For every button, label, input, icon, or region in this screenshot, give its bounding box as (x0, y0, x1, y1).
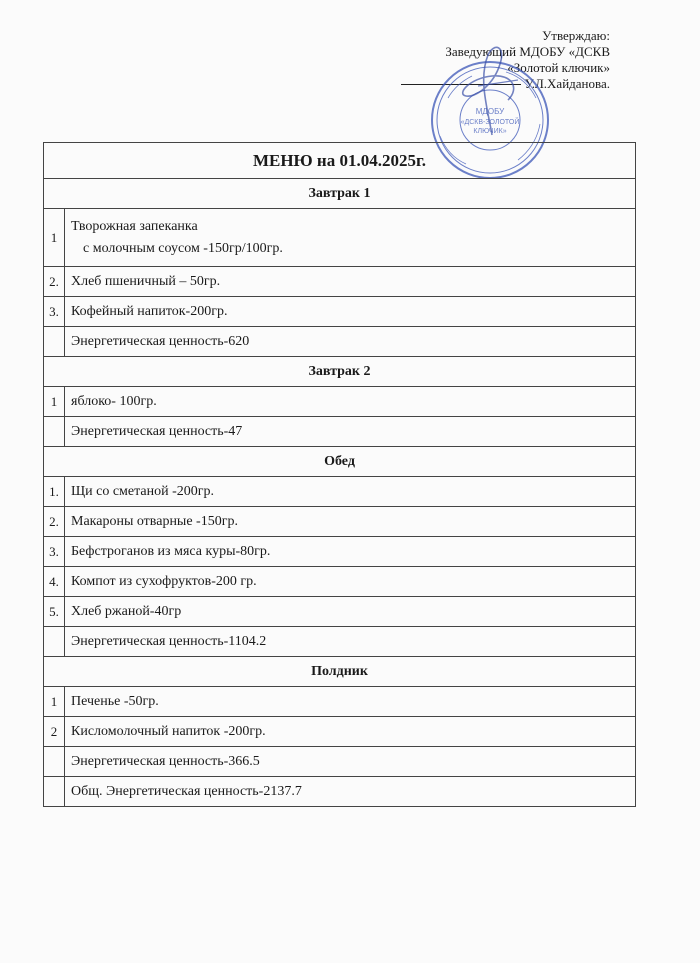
menu-item-line-2: с молочным соусом -150гр/100гр. (83, 240, 283, 256)
menu-item: Макароны отварные -150гр. (65, 507, 636, 537)
menu-item: Кофейный напиток-200гр. (65, 297, 636, 327)
item-number: 3. (44, 537, 65, 567)
approval-line-1: Утверждаю: (542, 28, 610, 43)
table-row (44, 597, 636, 627)
table-row (44, 297, 636, 327)
item-number: 2. (44, 507, 65, 537)
director-name: У.Л.Хайданова. (524, 76, 610, 91)
menu-item: Кисломолочный напиток -200гр. (65, 717, 636, 747)
table-row (44, 687, 636, 717)
svg-text:«ДСКВ-ЗОЛОТОЙ: «ДСКВ-ЗОЛОТОЙ (460, 119, 520, 126)
svg-text:КЛЮЧИК»: КЛЮЧИК» (473, 128, 507, 135)
energy-value-breakfast-1: Энергетическая ценность-620 (65, 327, 636, 357)
table-row (44, 209, 636, 267)
table-row (44, 327, 636, 357)
menu-table (43, 142, 636, 807)
approval-line-2: Заведующий МДОБУ «ДСКВ (445, 44, 610, 59)
section-heading-lunch: Обед (44, 447, 636, 477)
table-row (44, 507, 636, 537)
menu-item: Печенье -50гр. (65, 687, 636, 717)
menu-title: МЕНЮ на 01.04.2025г. (44, 143, 636, 179)
item-number: 1. (44, 477, 65, 507)
item-number-empty (44, 327, 65, 357)
table-row (44, 477, 636, 507)
item-number: 1 (44, 387, 65, 417)
menu-item: Хлеб пшеничный – 50гр. (65, 267, 636, 297)
menu-item: Щи со сметаной -200гр. (65, 477, 636, 507)
table-row (44, 627, 636, 657)
section-heading-breakfast-1: Завтрак 1 (44, 179, 636, 209)
menu-item-line-1: Творожная запеканка (71, 218, 198, 234)
item-number: 2 (44, 717, 65, 747)
table-row (44, 747, 636, 777)
item-number-empty (44, 747, 65, 777)
item-number-empty (44, 777, 65, 807)
table-row (44, 267, 636, 297)
table-row (44, 717, 636, 747)
item-number: 1 (44, 209, 65, 267)
item-number: 3. (44, 297, 65, 327)
item-number-empty (44, 627, 65, 657)
energy-value-snack: Энергетическая ценность-366.5 (65, 747, 636, 777)
energy-value-lunch: Энергетическая ценность-1104.2 (65, 627, 636, 657)
item-number: 4. (44, 567, 65, 597)
menu-item: Бефстроганов из мяса куры-80гр. (65, 537, 636, 567)
section-row (44, 179, 636, 209)
menu-item: Компот из сухофруктов-200 гр. (65, 567, 636, 597)
table-row (44, 387, 636, 417)
approval-line-3: «Золотой ключик» (507, 60, 610, 75)
table-row (44, 567, 636, 597)
item-number: 5. (44, 597, 65, 627)
table-row (44, 777, 636, 807)
signature (448, 40, 538, 140)
energy-value-breakfast-2: Энергетическая ценность-47 (65, 417, 636, 447)
item-number: 1 (44, 687, 65, 717)
section-row (44, 447, 636, 477)
section-row (44, 657, 636, 687)
total-energy-value: Общ. Энергетическая ценность-2137.7 (65, 777, 636, 807)
table-row (44, 417, 636, 447)
item-number: 2. (44, 267, 65, 297)
menu-item: Хлеб ржаной-40гр (65, 597, 636, 627)
section-row (44, 357, 636, 387)
section-heading-snack: Полдник (44, 657, 636, 687)
menu-item: яблоко- 100гр. (65, 387, 636, 417)
table-row (44, 537, 636, 567)
menu-title-row (44, 143, 636, 179)
item-number-empty (44, 417, 65, 447)
section-heading-breakfast-2: Завтрак 2 (44, 357, 636, 387)
menu-item (65, 209, 636, 267)
svg-text:МДОБУ: МДОБУ (475, 107, 505, 116)
